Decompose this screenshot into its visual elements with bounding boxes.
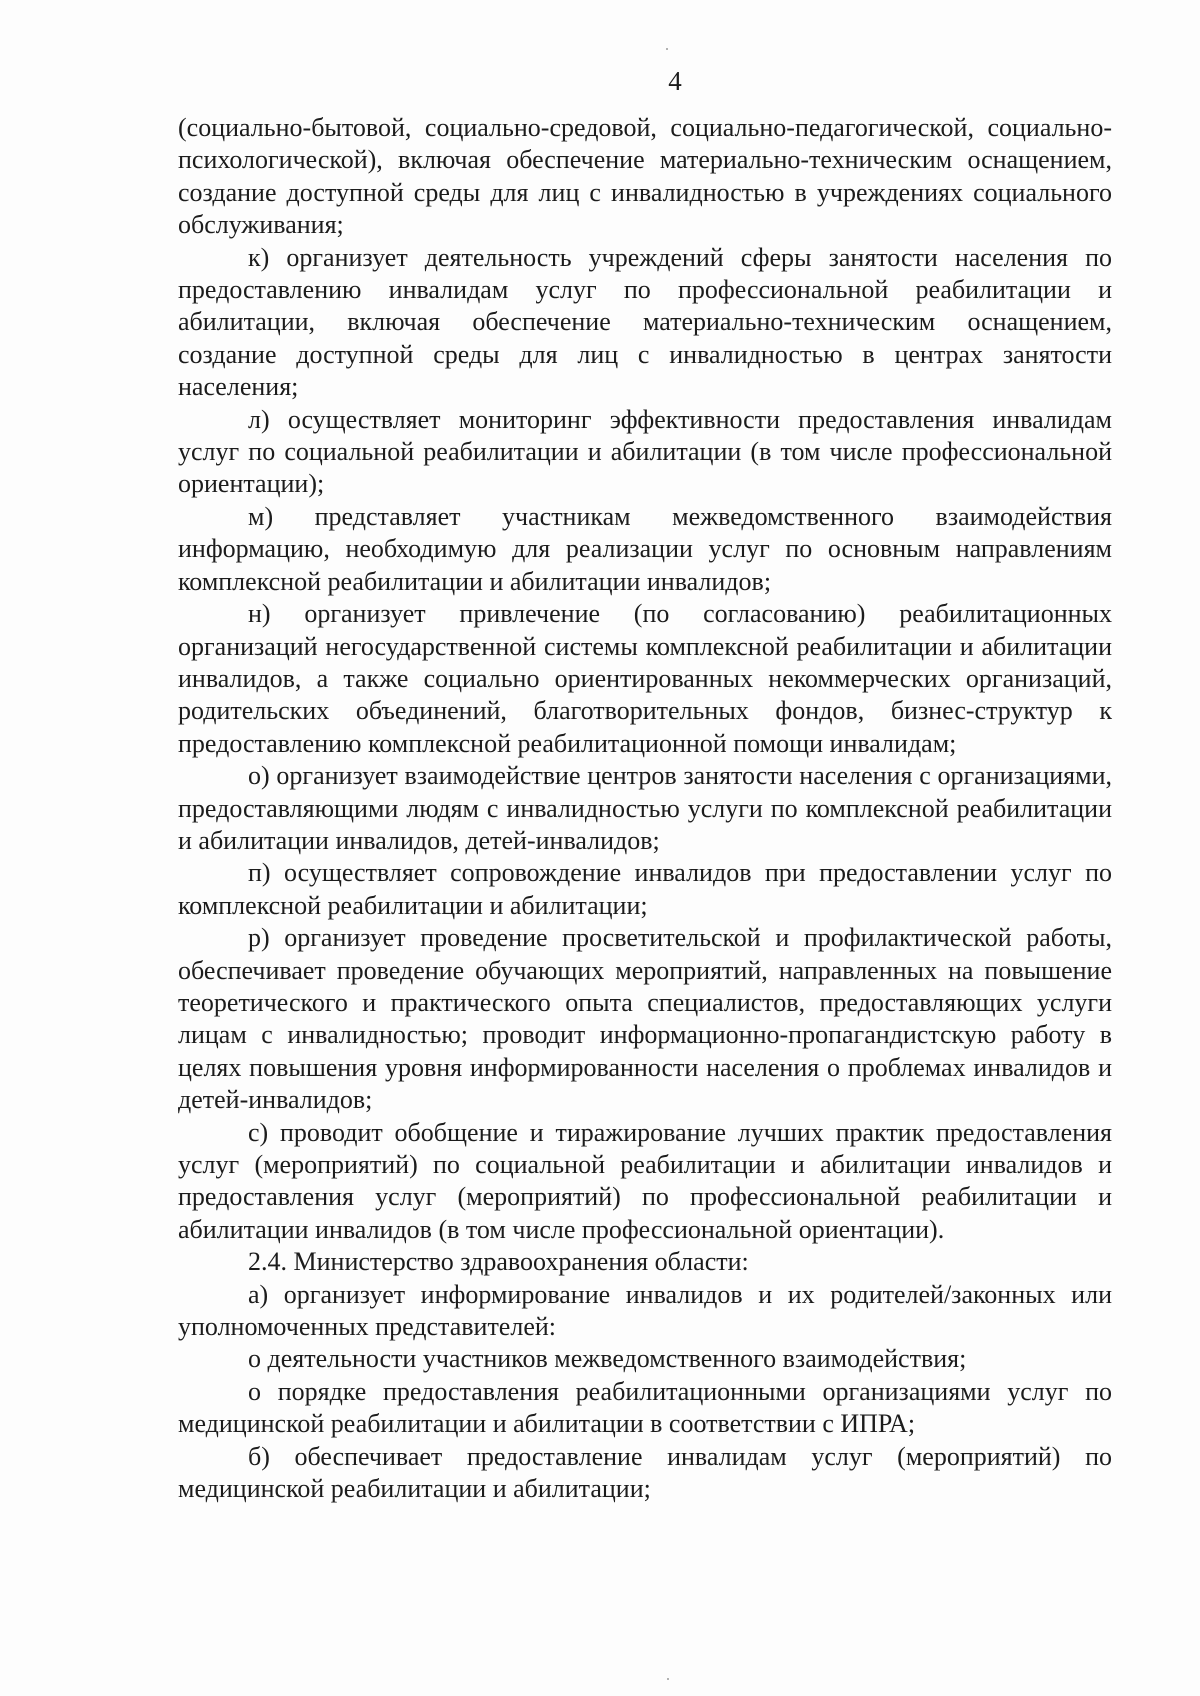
paragraph-item-o: о) организует взаимодействие центров занятости населения с организациями, предоставляющими людям с инвалидностью услуги по комплексной реабилитации и абилитации инвалидов, детей-инвалидов; [178, 761, 1112, 855]
paragraph-item-k: к) организует деятельность учреждений сферы занятости населения по предоставлению инвалидам услуг по профессиональной реабилитации и абилитации, включая обеспечение материально-техническим оснащением, создание доступной среды для лиц с инвалидностью в центрах занятости населения; [178, 242, 1112, 402]
paragraph-subitem-a1: о деятельности участников межведомственного взаимодействия; [248, 1344, 967, 1374]
paragraph-item-b: б) обеспечивает предоставление инвалидам услуг (мероприятий) по медицинской реабилитации и абилитации; [178, 1441, 1112, 1504]
scan-speck [666, 48, 668, 50]
document-body [178, 112, 1112, 1505]
scan-speck [667, 1678, 669, 1680]
paragraph-item-r: р) организует проведение просветительской и профилактической работы, обеспечивает проведение обучающих мероприятий, направленных на повышение теоретического и практического опыта специалистов, предоставляющих услуги лицам с инвалидностью; проводит информационно-пропагандистскую работу в целях повышения уровня информированности населения о проблемах инвалидов и детей-инвалидов; [178, 923, 1112, 1115]
paragraph-item-l: л) осуществляет мониторинг эффективности предоставления инвалидам услуг по социальной реабилитации и абилитации (в том числе профессиональной ориентации); [178, 404, 1112, 499]
paragraph-item-s: с) проводит обобщение и тиражирование лучших практик предоставления услуг (мероприятий) по социальной реабилитации и абилитации инвалидов и предоставления услуг (мероприятий) по профессиональной реабилитации и абилитации инвалидов (в том числе профессиональной ориентации). [178, 1117, 1112, 1244]
section-heading-2-4: 2.4. Министерство здравоохранения области: [248, 1247, 749, 1277]
paragraph-item-n: н) организует привлечение (по согласованию) реабилитационных организаций негосударственной системы комплексной реабилитации и абилитации инвалидов, а также социально ориентированных некоммерческих организаций, родительских объединений, благотворительных фондов, бизнес-структур к предоставлению комплексной реабилитационной помощи инвалидам; [178, 599, 1112, 758]
paragraph-item-m: м) представляет участникам межведомственного взаимодействия информацию, необходимую для реализации услуг по основным направлениям комплексной реабилитации и абилитации инвалидов; [178, 501, 1112, 596]
paragraph-item-a: а) организует информирование инвалидов и их родителей/законных или уполномоченных представителей: [178, 1279, 1112, 1342]
page-number: 4 [668, 66, 682, 96]
paragraph-continuation: (социально-бытовой, социально-средовой, социально-педагогической, социально-психологической), включая обеспечение материально-техническим оснащением, создание доступной среды для лиц с инвалидностью в учреждениях социального обслуживания; [178, 113, 1112, 240]
paragraph-item-p: п) осуществляет сопровождение инвалидов при предоставлении услуг по комплексной реабилитации и абилитации; [178, 858, 1112, 920]
paragraph-subitem-a2: о порядке предоставления реабилитационными организациями услуг по медицинской реабилитации и абилитации в соответствии с ИПРА; [178, 1376, 1112, 1439]
